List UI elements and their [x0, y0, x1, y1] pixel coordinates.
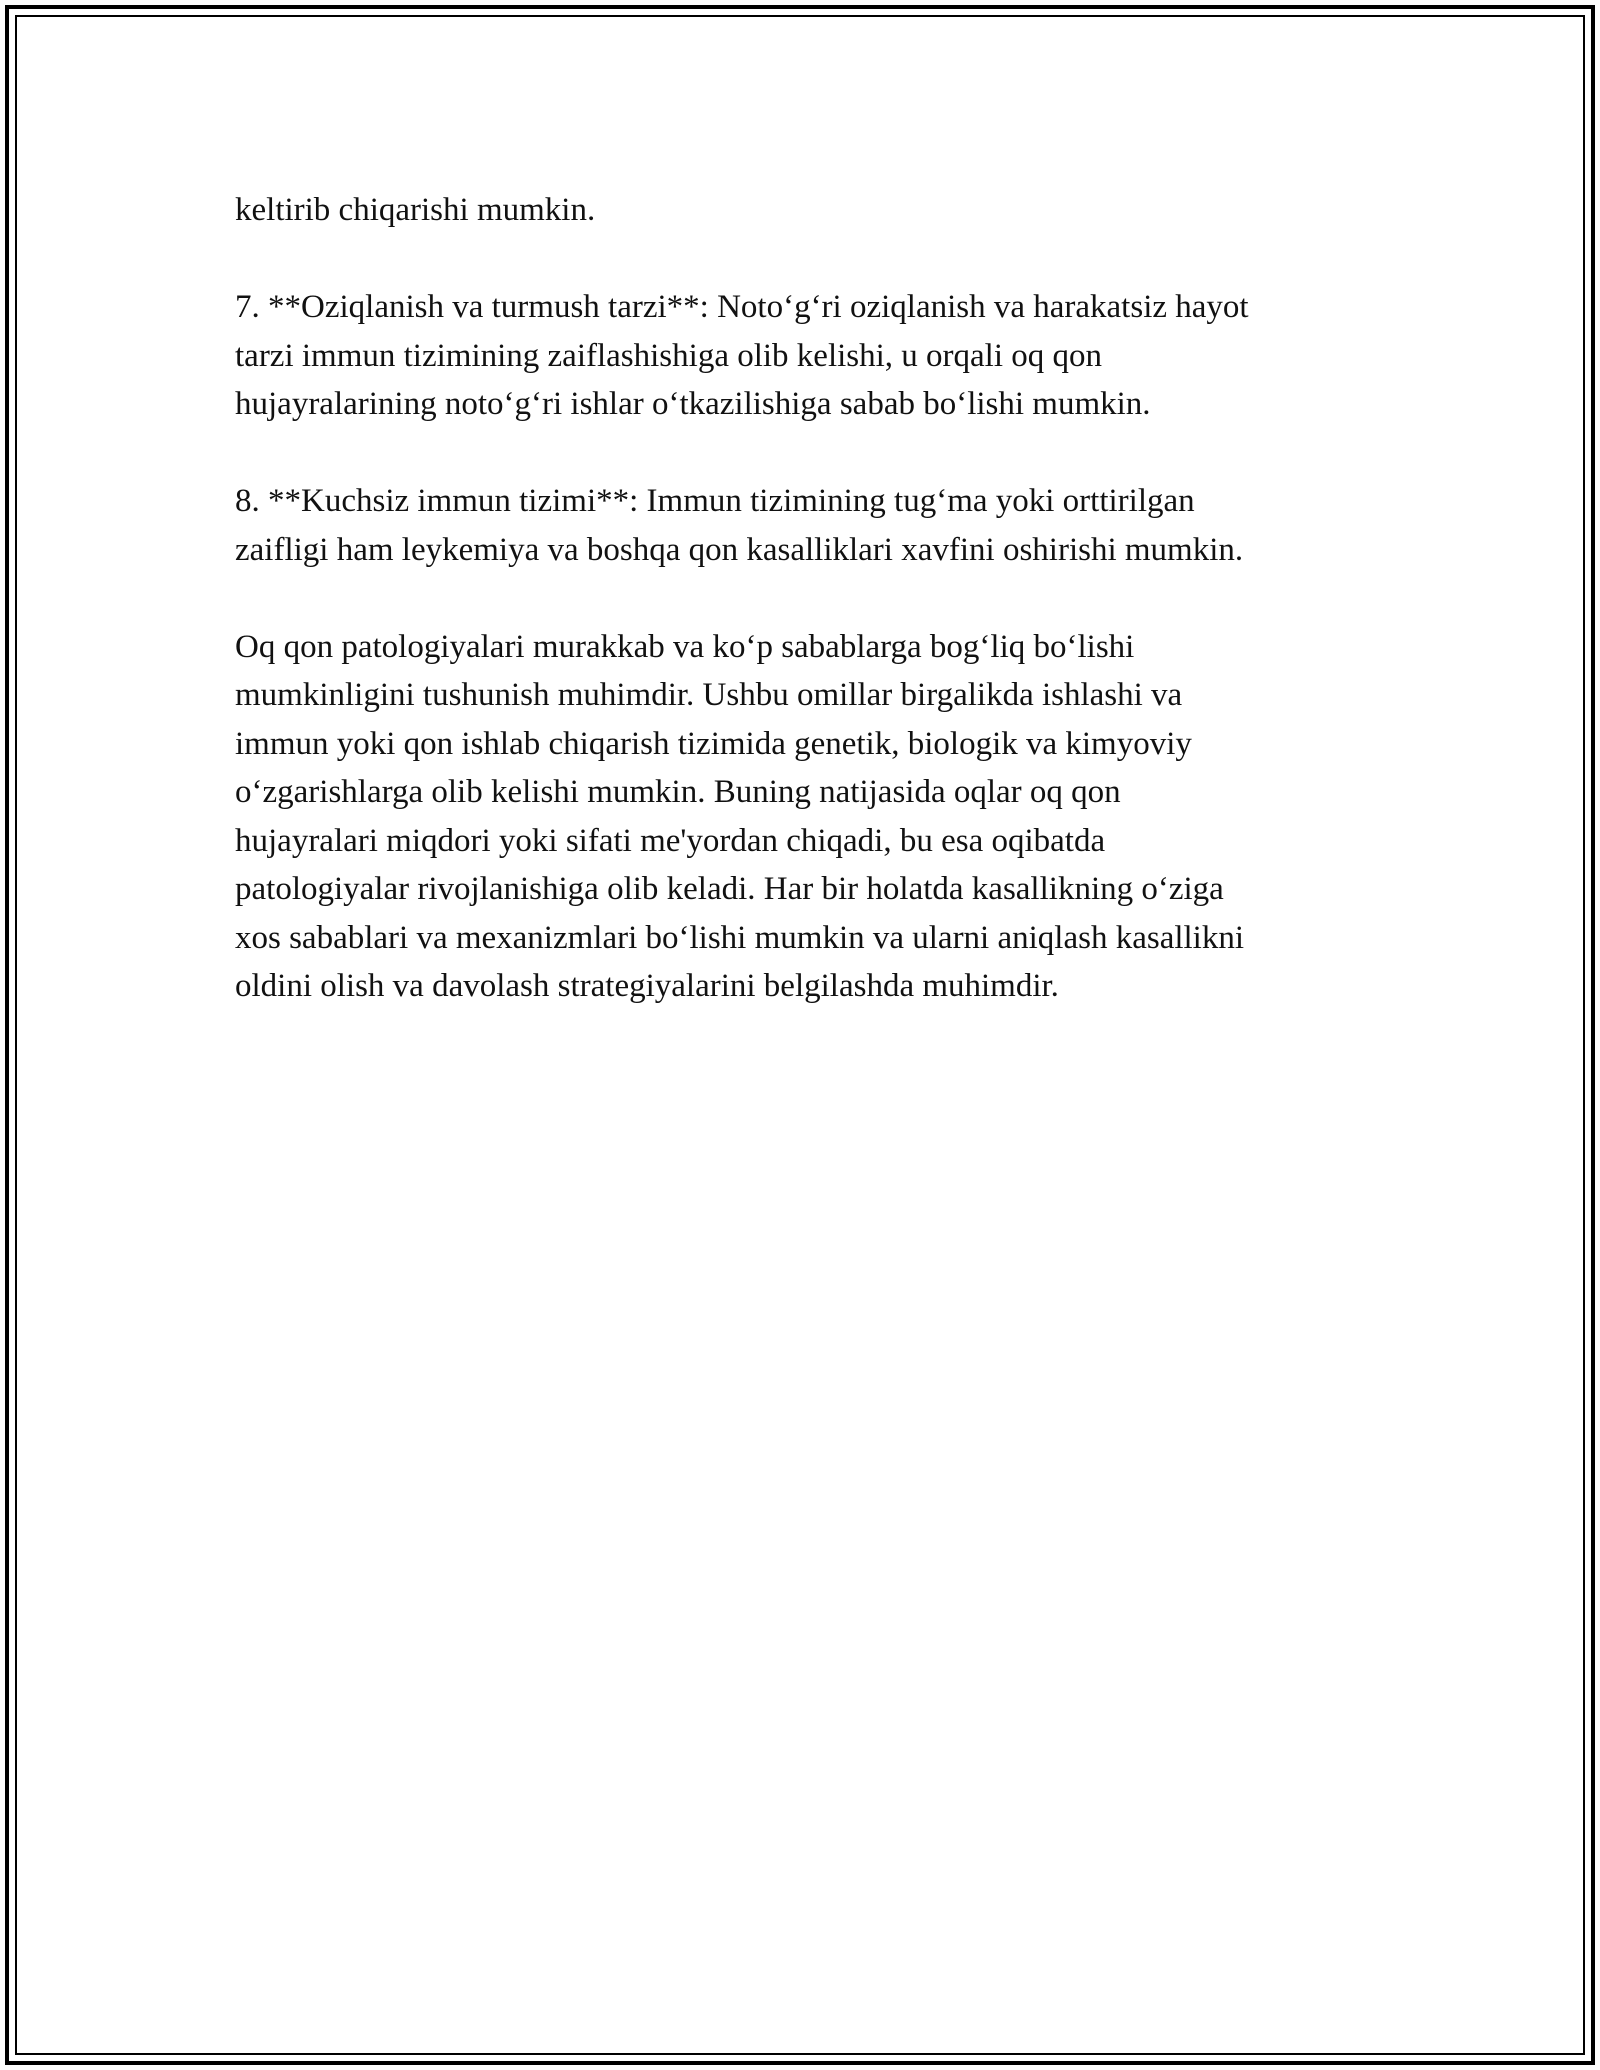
text-line: 8. **Kuchsiz immun tizimi**: Immun tizimining tug‘ma yoki orttirilgan	[235, 483, 1195, 519]
text-line: immun yoki qon ishlab chiqarish tizimida genetik, biologik va kimyoviy	[235, 725, 1192, 762]
text-line: keltirib chiqarishi mumkin.	[235, 192, 596, 228]
text-line: oldini olish va davolash strategiyalarini belgilashda muhimdir.	[235, 968, 1059, 1004]
text-line: hujayralari miqdori yoki sifati me'yordan chiqadi, bu esa oqibatda	[235, 822, 1106, 859]
text-line: hujayralarining noto‘g‘ri ishlar o‘tkazilishiga sabab bo‘lishi mumkin.	[235, 386, 1151, 422]
paragraph-conclusion	[235, 623, 1395, 1011]
paragraph-continuation	[235, 186, 1395, 235]
text-line: tarzi immun tizimining zaiflashishiga olib kelishi, u orqali oq qon	[235, 337, 1103, 374]
text-line: xos sabablari va mexanizmlari bo‘lishi mumkin va ularni aniqlash kasallikni	[235, 919, 1245, 956]
text-line: mumkinligini tushunish muhimdir. Ushbu omillar birgalikda ishlashi va	[235, 677, 1183, 713]
text-line: Oq qon patologiyalari murakkab va ko‘p sabablarga bog‘liq bo‘lishi	[235, 628, 1135, 665]
text-line: patologiyalar rivojlanishiga olib keladi. Har bir holatda kasallikning o‘ziga	[235, 871, 1224, 907]
text-line: 7. **Oziqlanish va turmush tarzi**: Noto‘g‘ri oziqlanish va harakatsiz hayot	[235, 289, 1249, 325]
paragraph-item-7-nutrition-lifestyle	[235, 283, 1395, 429]
text-line: zaifligi ham leykemiya va boshqa qon kasalliklari xavfini oshirishi mumkin.	[235, 531, 1244, 568]
paragraph-item-8-weak-immune-system	[235, 477, 1395, 574]
text-line: o‘zgarishlarga olib kelishi mumkin. Buning natijasida oqlar oq qon	[235, 774, 1121, 810]
document-body	[235, 186, 1395, 1059]
